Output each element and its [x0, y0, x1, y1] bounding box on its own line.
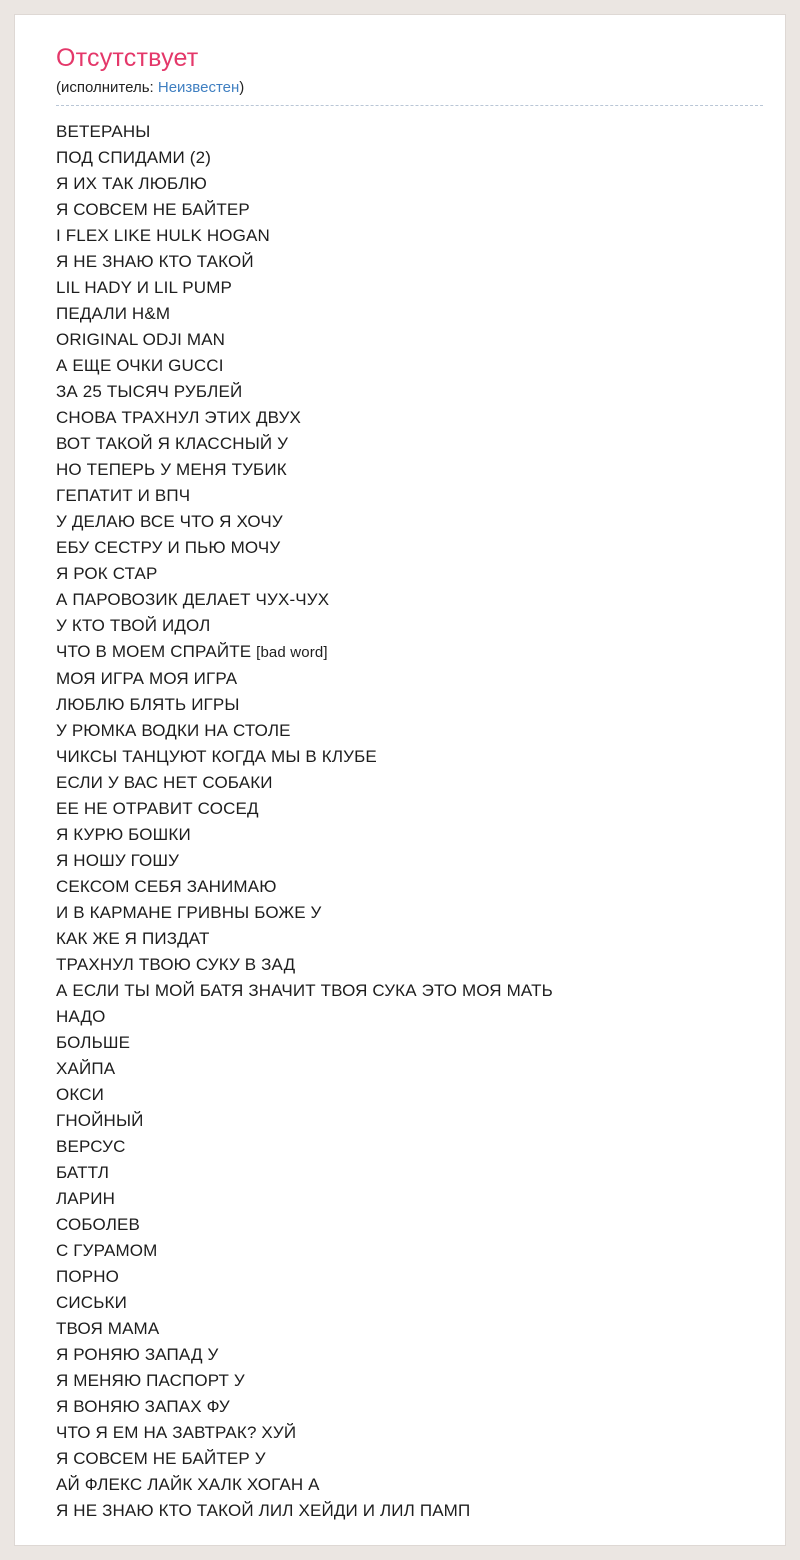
censored-token: [bad word]	[256, 644, 328, 661]
lyric-line: ОКСИ	[56, 1085, 105, 1104]
lyric-line: А ПАРОВОЗИК ДЕЛАЕТ ЧУХ-ЧУХ	[56, 590, 330, 609]
lyrics-sheet	[14, 14, 786, 1546]
lyric-line: Я НЕ ЗНАЮ КТО ТАКОЙ ЛИЛ ХЕЙДИ И ЛИЛ ПАМП	[56, 1501, 471, 1520]
lyric-line: Я НОШУ ГОШУ	[56, 851, 180, 870]
lyric-line: ЧТО Я ЕМ НА ЗАВТРАК? ХУЙ	[56, 1423, 297, 1442]
lyric-line: СНОВА ТРАХНУЛ ЭТИХ ДВУХ	[56, 408, 302, 427]
lyric-line: С ГУРАМОМ	[56, 1241, 158, 1260]
lyric-line: У РЮМКА ВОДКИ НА СТОЛЕ	[56, 721, 291, 740]
lyric-line: ТРАХНУЛ ТВОЮ СУКУ В ЗАД	[56, 955, 296, 974]
lyric-line: СИСЬКИ	[56, 1293, 127, 1312]
lyric-line: ВЕТЕРАНЫ	[56, 122, 151, 141]
lyric-line: А ЕЩЕ ОЧКИ GUCCI	[56, 356, 224, 375]
lyric-line: ЗА 25 ТЫСЯЧ РУБЛЕЙ	[56, 382, 243, 401]
lyric-line: ЕСЛИ У ВАС НЕТ СОБАКИ	[56, 773, 273, 792]
lyric-line: Я РОНЯЮ ЗАПАД У	[56, 1345, 219, 1364]
lyric-line: У КТО ТВОЙ ИДОЛ	[56, 616, 211, 635]
lyric-line: ЧТО В МОЕМ СПРАЙТЕ [bad word]	[56, 642, 328, 661]
lyric-line: ORIGINAL ODJI MAN	[56, 330, 226, 349]
lyric-line: ГЕПАТИТ И ВПЧ	[56, 486, 191, 505]
lyric-line: ТВОЯ МАМА	[56, 1319, 160, 1338]
lyric-line: ГНОЙНЫЙ	[56, 1111, 144, 1130]
lyric-line: ПОРНО	[56, 1267, 120, 1286]
lyric-line: ВЕРСУС	[56, 1137, 126, 1156]
lyric-line: МОЯ ИГРА МОЯ ИГРА	[56, 669, 238, 688]
lyric-line: Я СОВСЕМ НЕ БАЙТЕР У	[56, 1449, 266, 1468]
lyric-line: ЛЮБЛЮ БЛЯТЬ ИГРЫ	[56, 695, 240, 714]
lyric-line: Я СОВСЕМ НЕ БАЙТЕР	[56, 200, 250, 219]
lyric-line: У ДЕЛАЮ ВСЕ ЧТО Я ХОЧУ	[56, 512, 283, 531]
lyric-line: ПОД СПИДАМИ (2)	[56, 148, 212, 167]
artist-link[interactable]: Неизвестен	[157, 79, 240, 96]
lyric-line: Я НЕ ЗНАЮ КТО ТАКОЙ	[56, 252, 254, 271]
lyric-line: Я ИХ ТАК ЛЮБЛЮ	[56, 174, 207, 193]
artist-label: (исполнитель:	[56, 79, 158, 96]
lyric-line: LIL HADY И LIL PUMP	[56, 278, 233, 297]
lyric-line: СОБОЛЕВ	[56, 1215, 141, 1234]
lyric-line: КАК ЖЕ Я ПИЗДАТ	[56, 929, 210, 948]
lyric-line: БОЛЬШЕ	[56, 1033, 131, 1052]
lyric-line: АЙ ФЛЕКС ЛАЙК ХАЛК ХОГАН А	[56, 1475, 320, 1494]
lyric-line: ЛАРИН	[56, 1189, 116, 1208]
artist-label-close: )	[239, 79, 245, 96]
lyric-line: ЕЕ НЕ ОТРАВИТ СОСЕД	[56, 799, 259, 818]
lyric-line: НО ТЕПЕРЬ У МЕНЯ ТУБИК	[56, 460, 287, 479]
lyric-line: СЕКСОМ СЕБЯ ЗАНИМАЮ	[56, 877, 277, 896]
page-title: Отсутствует	[56, 44, 199, 72]
artist-line	[56, 79, 763, 106]
lyric-line: БАТТЛ	[56, 1163, 110, 1182]
lyric-line: А ЕСЛИ ТЫ МОЙ БАТЯ ЗНАЧИТ ТВОЯ СУКА ЭТО МОЯ МАТЬ	[56, 981, 553, 1000]
lyric-line: ХАЙПА	[56, 1059, 116, 1078]
lyric-line: I FLEX LIKE HULK HOGAN	[56, 226, 270, 245]
lyric-line: ЧИКСЫ ТАНЦУЮТ КОГДА МЫ В КЛУБЕ	[56, 747, 377, 766]
lyric-line: Я ВОНЯЮ ЗАПАХ ФУ	[56, 1397, 230, 1416]
lyrics-body	[56, 119, 763, 1524]
lyric-line: И В КАРМАНЕ ГРИВНЫ БОЖЕ У	[56, 903, 322, 922]
lyric-line: ПЕДАЛИ H&M	[56, 304, 171, 323]
lyric-line: Я РОК СТАР	[56, 564, 158, 583]
lyric-line: Я МЕНЯЮ ПАСПОРТ У	[56, 1371, 245, 1390]
lyric-line: ВОТ ТАКОЙ Я КЛАССНЫЙ У	[56, 434, 289, 453]
lyric-line: Я КУРЮ БОШКИ	[56, 825, 191, 844]
lyric-line: НАДО	[56, 1007, 106, 1026]
lyric-line: ЕБУ СЕСТРУ И ПЬЮ МОЧУ	[56, 538, 281, 557]
